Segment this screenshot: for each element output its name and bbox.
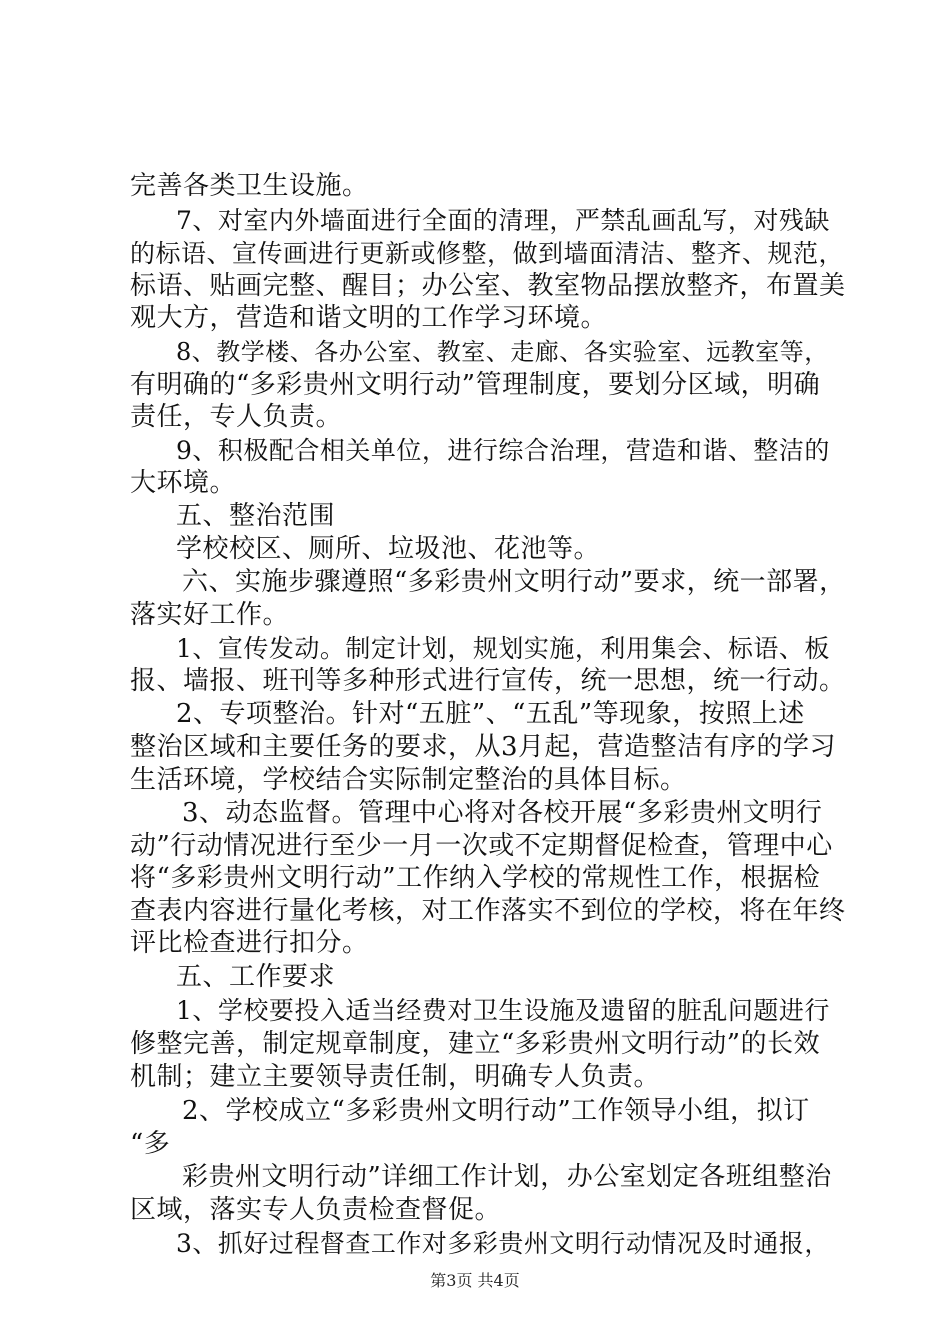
text-line: 整治区域和主要任务的要求，从3月起，营造整洁有序的学习: [130, 732, 837, 762]
text-line: 报、墙报、班刊等多种形式进行宣传，统一思想，统一行动。: [130, 666, 846, 696]
text-line: 学校校区、厕所、垃圾池、花池等。: [176, 534, 601, 564]
text-line: 将“多彩贵州文明行动”工作纳入学校的常规性工作，根据检: [130, 863, 821, 893]
text-line: 查表内容进行量化考核，对工作落实不到位的学校，将在年终: [130, 896, 846, 926]
text-line: 责任，专人负责。: [130, 402, 343, 432]
text-line: 的标语、宣传画进行更新或修整，做到墙面清洁、整齐、规范，: [130, 239, 845, 268]
text-line: 3、抓好过程督查工作对多彩贵州文明行动情况及时通报，: [176, 1229, 830, 1258]
section-heading: 五、工作要求: [176, 962, 336, 992]
text-line: 1、宣传发动。制定计划，规划实施，利用集会、标语、板: [176, 634, 830, 663]
text-line: 有明确的“多彩贵州文明行动”管理制度，要划分区域，明确: [130, 370, 821, 400]
text-line: 1、学校要投入适当经费对卫生设施及遗留的脏乱问题进行: [176, 996, 830, 1025]
text-line: 2、专项整治。针对“五脏”、“五乱”等现象，按照上述: [176, 699, 805, 729]
text-line: 评比检查进行扣分。: [130, 928, 369, 958]
text-line: 生活环境，学校结合实际制定整治的具体目标。: [130, 765, 687, 795]
section-heading: 六、实施步骤遵照“多彩贵州文明行动”要求，统一部署，: [182, 567, 846, 597]
text-line: 3、动态监督。管理中心将对各校开展“多彩贵州文明行: [182, 798, 823, 828]
text-line: 9、积极配合相关单位，进行综合治理，营造和谐、整洁的: [176, 436, 830, 465]
text-line: 标语、贴画完整、醒目；办公室、教室物品摆放整齐，布置美: [130, 271, 846, 301]
section-heading: 五、整治范围: [176, 501, 336, 531]
text-line: 修整完善，制定规章制度，建立“多彩贵州文明行动”的长效: [130, 1029, 821, 1059]
text-line: 7、对室内外墙面进行全面的清理，严禁乱画乱写，对残缺: [176, 206, 830, 235]
text-line: 观大方，营造和谐文明的工作学习环境。: [130, 303, 608, 333]
text-line: 区域，落实专人负责检查督促。: [130, 1195, 502, 1225]
text-line: 完善各类卫生设施。: [130, 171, 369, 201]
text-line: 落实好工作。: [130, 600, 290, 630]
text-line: 2、学校成立“多彩贵州文明行动”工作领导小组，拟订: [182, 1096, 810, 1126]
text-line: 机制；建立主要领导责任制，明确专人负责。: [130, 1062, 661, 1092]
text-line: 动”行动情况进行至少一月一次或不定期督促检查，管理中心: [130, 831, 833, 861]
text-line: 彩贵州文明行动”详细工作计划，办公室划定各班组整治: [182, 1162, 832, 1192]
text-line: 8、教学楼、各办公室、教室、走廊、各实验室、远教室等，: [176, 338, 829, 366]
page-footer: 第3页 共4页: [430, 1271, 520, 1290]
text-line: 大环境。: [130, 468, 237, 498]
text-line: “多: [130, 1129, 171, 1159]
